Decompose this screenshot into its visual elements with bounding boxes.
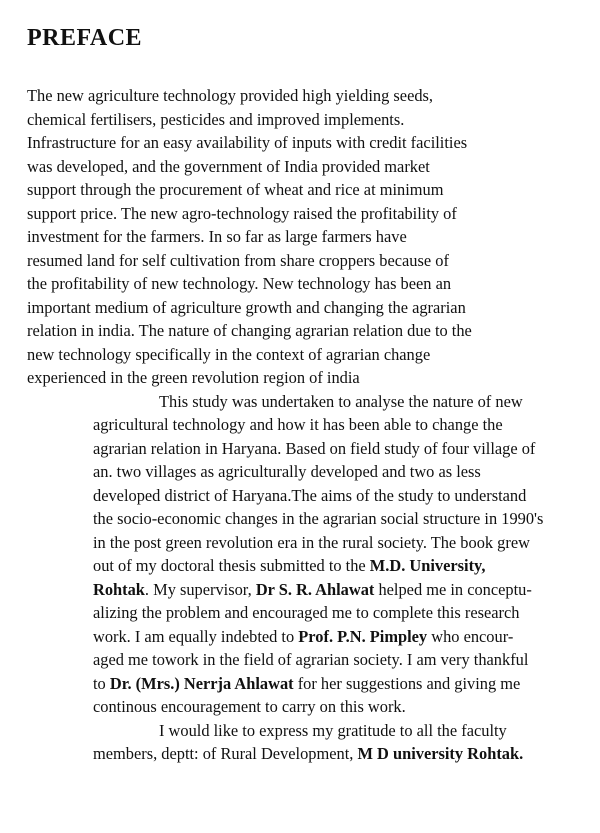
text-line: in the post green revolution era in the rural society. The book grew [93, 532, 530, 552]
text-line [27, 578, 573, 602]
text-line: the socio-economic changes in the agrarian social structure in 1990's [93, 509, 544, 528]
text-line: the profitability of new technology. New technology has been an [27, 274, 452, 293]
university-name: M.D. University, [369, 556, 486, 575]
university-name: M D university Rohtak. [357, 744, 524, 763]
text-line: continous encouragement to carry on this work. [93, 697, 406, 716]
text-line: Infrastructure for an easy availability of inputs with credit facilities [27, 133, 468, 152]
text-line: support through the procurement of wheat and rice at minimum [27, 180, 444, 199]
text-line: new technology specifically in the context of agrarian change [27, 344, 431, 364]
paragraph-1 [27, 84, 573, 390]
text-line: agrarian relation in Haryana. Based on field study of four village of [93, 438, 536, 458]
text-line [27, 742, 573, 766]
text-line [27, 672, 573, 696]
text-line: relation in india. The nature of changing agrarian relation due to the [27, 321, 472, 340]
text-line: agricultural technology and how it has been able to change the [93, 415, 503, 434]
text-run: members, deptt: of Rural Development, [93, 744, 358, 763]
text-line: developed district of Haryana.The aims of the study to understand [93, 485, 527, 505]
paragraph-3 [27, 719, 573, 766]
preface-body [27, 84, 573, 766]
text-line: important medium of agriculture growth and changing the agrarian [27, 297, 466, 317]
text-run: for her suggestions and giving me [293, 673, 521, 693]
text-line: an. two villages as agriculturally developed and two as less [93, 462, 481, 481]
text-line: resumed land for self cultivation from share croppers because of [27, 250, 449, 270]
text-run: out of my doctoral thesis submitted to the [93, 556, 370, 575]
text-line: was developed, and the government of India provided market [27, 156, 430, 176]
professor-name: Prof. P.N. Pimpley [298, 626, 428, 646]
text-run: who encour- [427, 626, 514, 646]
text-line: experienced in the green revolution region of india [27, 368, 360, 387]
page-title: PREFACE [27, 25, 143, 51]
supervisor-name: Dr S. R. Ahlawat [255, 579, 375, 599]
university-city: Rohtak [93, 579, 145, 599]
text-run: helped me in conceptu- [374, 579, 532, 599]
text-line: This study was undertaken to analyse the nature of new [159, 391, 523, 411]
text-run: work. I am equally indebted to [93, 626, 299, 646]
text-line: alizing the problem and encouraged me to complete this research [93, 603, 520, 622]
text-line [27, 625, 573, 649]
text-line [27, 554, 573, 578]
doctor-name: Dr. (Mrs.) Nerrja Ahlawat [109, 673, 294, 693]
text-line: aged me towork in the field of agrarian society. I am very thankful [93, 650, 529, 669]
paragraph-2 [27, 390, 573, 719]
text-line: chemical fertilisers, pesticides and improved implements. [27, 109, 405, 129]
text-line: support price. The new agro-technology raised the profitability of [27, 203, 457, 223]
text-line: investment for the farmers. In so far as large farmers have [27, 227, 407, 246]
text-run: to [93, 673, 110, 693]
text-line: The new agriculture technology provided high yielding seeds, [27, 86, 434, 105]
text-line: I would like to express my gratitude to all the faculty [159, 720, 507, 740]
text-run: . My supervisor, [144, 579, 256, 599]
